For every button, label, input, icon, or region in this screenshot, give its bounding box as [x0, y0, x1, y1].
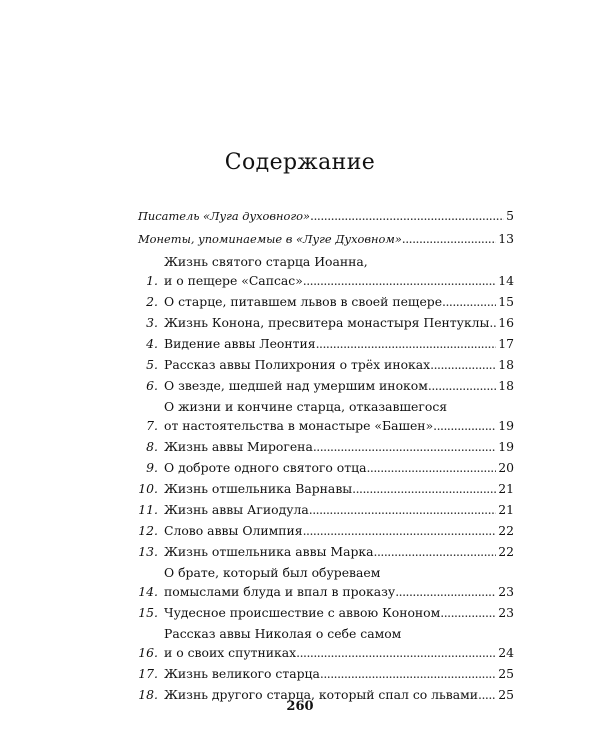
toc-entry-page: 25 [498, 687, 514, 702]
dot-leader [320, 664, 496, 683]
toc-entry [138, 479, 514, 498]
dot-leader [352, 479, 496, 498]
toc-entry [138, 292, 514, 311]
toc-entry [138, 334, 514, 353]
dot-leader [303, 271, 496, 290]
toc-entry-title: Жизнь аввы Агиодула [164, 502, 309, 517]
toc-entry-title: О звезде, шедшей над умершим иноком [164, 378, 428, 393]
toc-intro-entry [138, 229, 514, 249]
page-number: 260 [286, 699, 314, 714]
toc-entry-page: 19 [498, 439, 514, 454]
toc-entry-page: 21 [498, 481, 514, 496]
toc-entry-title: от настоятельства в монастыре «Башен» [164, 418, 434, 433]
toc-entry-title: Чудесное происшествие с аввою Кононом [164, 605, 441, 620]
toc-entry [138, 376, 514, 395]
toc-entry [138, 542, 514, 561]
toc-entry-title: Жизнь аввы Мирогена [164, 439, 313, 454]
toc-entry-title: О жизни и кончине старца, отказавшегося [164, 399, 448, 414]
dot-leader [310, 206, 504, 225]
toc-entry [138, 603, 514, 622]
toc-entry-number: 10. [138, 481, 158, 496]
toc-entry-number: 17. [138, 666, 158, 681]
toc-entry-number: 16. [138, 645, 158, 660]
toc-entry [138, 563, 514, 601]
toc-entry-page: 16 [498, 315, 514, 330]
toc-entry-title: и о пещере «Сапсас» [164, 273, 303, 288]
toc-entry-page: 23 [498, 605, 514, 620]
dot-leader [402, 229, 496, 248]
table-of-contents [138, 206, 514, 706]
toc-entry-page: 23 [498, 584, 514, 599]
toc-entry-number: 14. [138, 584, 158, 599]
toc-entry-number: 8. [146, 439, 158, 454]
toc-entry-number: 1. [146, 273, 158, 288]
dot-leader [303, 521, 497, 540]
toc-entry [138, 252, 514, 290]
toc-entry-number: 3. [146, 315, 158, 330]
toc-entry-title: Слово аввы Олимпия [164, 523, 303, 538]
dot-leader [433, 416, 496, 435]
toc-entry-title: Видение аввы Леонтия [164, 336, 316, 351]
toc-entry-number: 18. [138, 687, 158, 702]
toc-entry [138, 437, 514, 456]
dot-leader [430, 355, 496, 374]
toc-entry-number: 9. [146, 460, 158, 475]
toc-entry-page: 25 [498, 666, 514, 681]
toc-entry-title: Монеты, упоминаемые в «Луге Духовном» [138, 232, 402, 246]
toc-entry-title: О брате, который был обуреваем [164, 565, 381, 580]
toc-entry-page: 15 [498, 294, 514, 309]
toc-entry-page: 24 [498, 645, 514, 660]
toc-entry-title: Жизнь святого старца Иоанна, [164, 254, 368, 269]
toc-entry-number: 12. [138, 523, 158, 538]
toc-entry-title: и о своих спутниках [164, 645, 297, 660]
toc-entry [138, 521, 514, 540]
toc-entry [138, 500, 514, 519]
toc-entry-title: помыслами блуда и впал в проказу [164, 584, 396, 599]
toc-entry [138, 664, 514, 683]
toc-entry-title: Жизнь Конона, пресвитера монастыря Пентуклы [164, 315, 490, 330]
toc-entry-number: 5. [146, 357, 158, 372]
dot-leader [316, 334, 497, 353]
dot-leader [313, 437, 496, 456]
toc-entry-page: 5 [506, 208, 514, 223]
toc-intro-entry [138, 206, 514, 226]
toc-entry-page: 18 [498, 378, 514, 393]
toc-entry-page: 17 [498, 336, 514, 351]
toc-entry-title: Жизнь другого старца, который спал со львами [164, 687, 479, 702]
toc-entry-number: 7. [146, 418, 158, 433]
toc-entry-page: 20 [498, 460, 514, 475]
toc-entry-title: Жизнь великого старца [164, 666, 320, 681]
dot-leader [296, 643, 496, 662]
toc-entry-number: 2. [146, 294, 158, 309]
toc-entry-number: 15. [138, 605, 158, 620]
dot-leader [309, 500, 496, 519]
toc-entry [138, 355, 514, 374]
dot-leader [395, 582, 496, 601]
toc-entry-title: Жизнь отшельника аввы Марка [164, 544, 374, 559]
dot-leader [366, 458, 496, 477]
toc-entry-page: 18 [498, 357, 514, 372]
toc-entry-page: 14 [498, 273, 514, 288]
toc-entry-page: 21 [498, 502, 514, 517]
toc-entry-title: Писатель «Луга духовного» [138, 209, 310, 223]
toc-entry-title: Жизнь отшельника Варнавы [164, 481, 353, 496]
toc-entry-page: 13 [498, 231, 514, 246]
toc-entry-number: 11. [138, 502, 158, 517]
toc-entry-page: 22 [498, 523, 514, 538]
toc-entry-page: 22 [498, 544, 514, 559]
toc-entry-number: 13. [138, 544, 158, 559]
toc-entry-title: Рассказ аввы Полихрония о трёх иноках [164, 357, 431, 372]
toc-entry [138, 313, 514, 332]
page-title: Содержание [224, 150, 376, 175]
toc-entry-number: 6. [146, 378, 158, 393]
dot-leader [489, 313, 496, 332]
dot-leader [442, 292, 496, 311]
toc-entry-page: 19 [498, 418, 514, 433]
dot-leader [374, 542, 497, 561]
toc-entry-title: Рассказ аввы Николая о себе самом [164, 626, 402, 641]
toc-entry [138, 458, 514, 477]
toc-entry-number: 4. [146, 336, 158, 351]
dot-leader [428, 376, 496, 395]
dot-leader [440, 603, 496, 622]
toc-entry-title: О старце, питавшем львов в своей пещере [164, 294, 443, 309]
toc-entry [138, 624, 514, 662]
toc-entry-title: О доброте одного святого отца [164, 460, 367, 475]
toc-entry [138, 397, 514, 435]
